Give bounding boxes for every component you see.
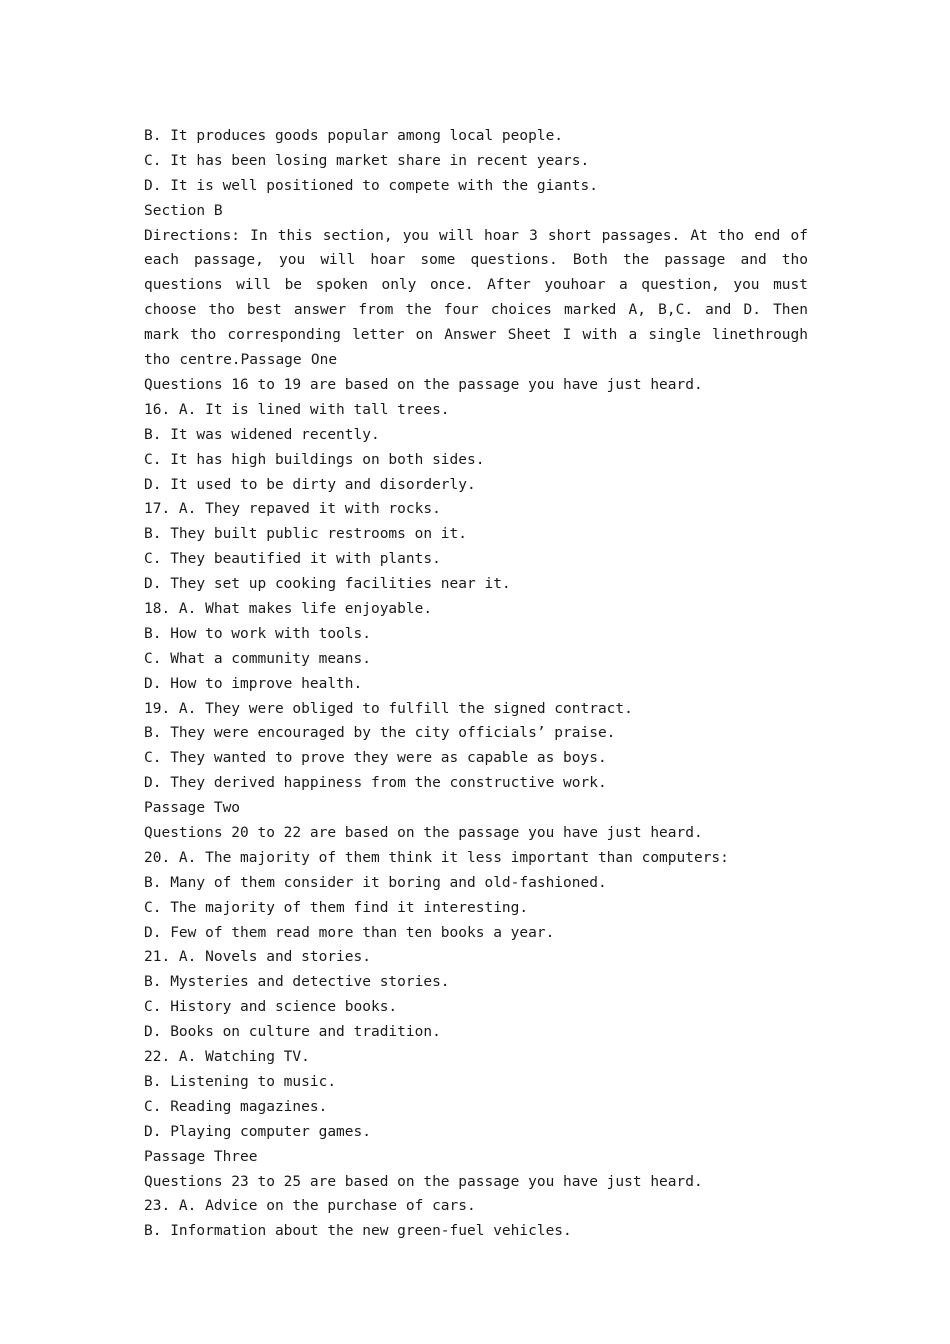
text-line: B. They built public restrooms on it. <box>144 526 468 543</box>
text-line: Questions 23 to 25 are based on the passage you have just heard. <box>144 1173 703 1190</box>
text-line: C. They beautified it with plants. <box>144 551 441 568</box>
passage-heading: Passage Two <box>144 800 241 817</box>
text-line: C. Reading magazines. <box>144 1098 328 1115</box>
text-line: B. They were encouraged by the city officials’ praise. <box>144 725 616 742</box>
text-line: B. It produces goods popular among local people. <box>144 128 564 144</box>
text-line: D. Playing computer games. <box>144 1123 371 1140</box>
document-page <box>144 124 808 1244</box>
text-line: B. Many of them consider it boring and old-fashioned. <box>144 874 607 891</box>
text-line: Questions 20 to 22 are based on the passage you have just heard. <box>144 825 703 842</box>
text-line: D. They derived happiness from the constructive work. <box>144 775 607 792</box>
text-line: B. Information about the new green-fuel vehicles. <box>144 1223 572 1240</box>
question-19: 19. A. They were obliged to fulfill the signed contract. <box>144 700 633 717</box>
text-line: B. It was widened recently. <box>144 426 380 443</box>
question-23: 23. A. Advice on the purchase of cars. <box>144 1198 476 1215</box>
section-heading: Section B <box>144 202 223 219</box>
answer-options-top <box>144 124 808 224</box>
text-line: C. History and science books. <box>144 999 398 1016</box>
text-line: C. What a community means. <box>144 650 371 667</box>
question-17: 17. A. They repaved it with rocks. <box>144 501 441 518</box>
question-18: 18. A. What makes life enjoyable. <box>144 601 433 618</box>
text-line: B. Listening to music. <box>144 1073 337 1090</box>
text-line: B. Mysteries and detective stories. <box>144 974 450 991</box>
question-16: 16. A. It is lined with tall trees. <box>144 401 450 418</box>
directions-paragraph: Directions: In this section, you will hoar 3 short passages. At tho end of each passage, you will hoar some questions. Both the passage and tho questions will be spoken only once. After youhoar a question, you must choose tho best answer from the four choices marked A, B,C. and D. Then mark tho corresponding letter on Answer Sheet I with a single linethrough tho centre.Passage One <box>144 227 808 369</box>
text-line: C. They wanted to prove they were as capable as boys. <box>144 750 607 767</box>
text-line: B. How to work with tools. <box>144 625 371 642</box>
question-list <box>144 373 808 1244</box>
text-line: C. It has high buildings on both sides. <box>144 451 485 468</box>
question-21: 21. A. Novels and stories. <box>144 949 371 966</box>
question-20: 20. A. The majority of them think it less important than computers: <box>144 849 729 866</box>
text-line: D. Few of them read more than ten books a year. <box>144 924 555 941</box>
text-line: C. The majority of them find it interesting. <box>144 899 529 916</box>
text-line: D. It is well positioned to compete with the giants. <box>144 177 598 194</box>
text-line: D. Books on culture and tradition. <box>144 1024 441 1041</box>
question-22: 22. A. Watching TV. <box>144 1049 310 1066</box>
text-line: D. They set up cooking facilities near it. <box>144 576 511 593</box>
text-line: Questions 16 to 19 are based on the passage you have just heard. <box>144 377 703 393</box>
text-line: D. How to improve health. <box>144 675 363 692</box>
text-line: C. It has been losing market share in recent years. <box>144 152 590 169</box>
text-line: D. It used to be dirty and disorderly. <box>144 476 476 493</box>
passage-heading: Passage Three <box>144 1148 258 1165</box>
